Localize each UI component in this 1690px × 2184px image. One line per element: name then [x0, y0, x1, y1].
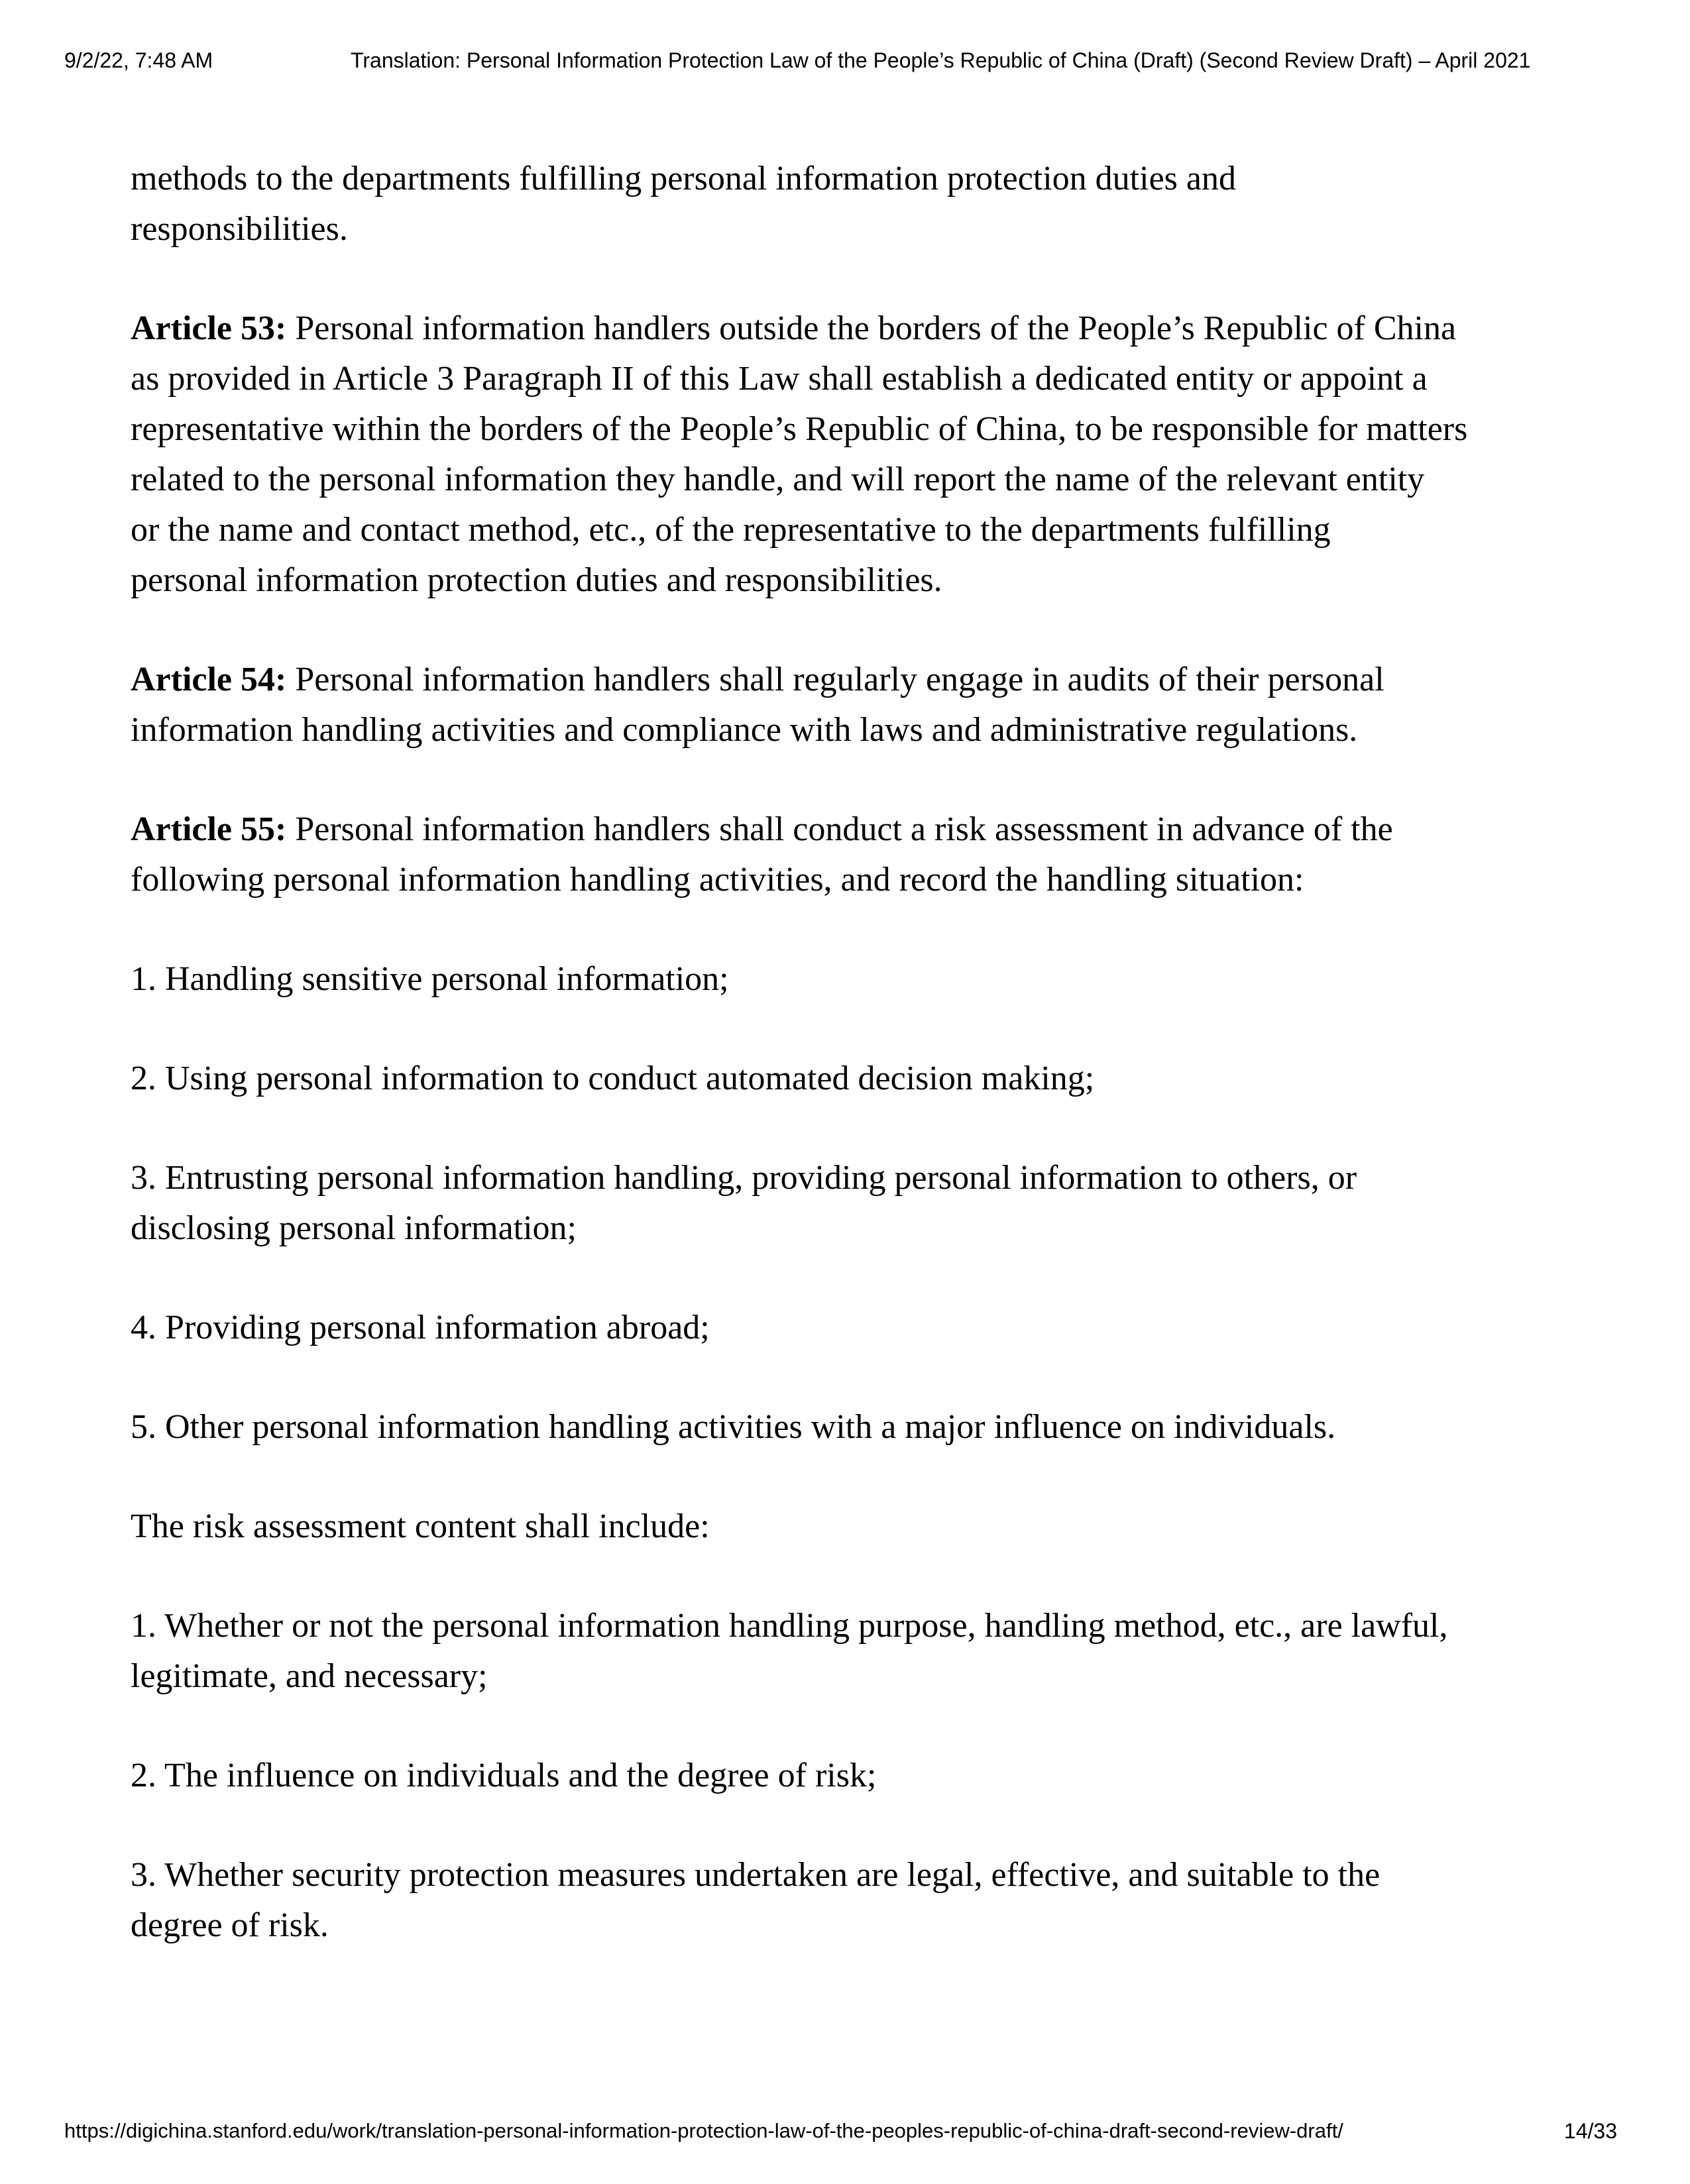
text-line: legitimate, and necessary; [131, 1657, 488, 1695]
article-label: Article 53: [131, 309, 287, 347]
text-line: information handling activities and compliance with laws and administrative regulations. [131, 711, 1358, 749]
text-line: 1. Handling sensitive personal information; [131, 960, 729, 998]
document-title: Translation: Personal Information Protection Law of the People’s Republic of China (Draft) (Second Review Draft) – April 2021 [351, 48, 1531, 72]
text-line: 2. The influence on individuals and the degree of risk; [131, 1757, 877, 1794]
text-line: following personal information handling activities, and record the handling situation: [131, 861, 1304, 899]
document-body [131, 154, 1589, 2000]
article-label: Article 54: [131, 661, 287, 698]
assessment-item-1 [131, 1601, 1589, 1702]
text-line: responsibilities. [131, 210, 348, 248]
text-line: as provided in Article 3 Paragraph II of this Law shall establish a dedicated entity or appoint a [131, 360, 1428, 398]
paragraph-article-55 [131, 804, 1589, 905]
source-url: https://digichina.stanford.edu/work/translation-personal-information-protection-law-of-the-peoples-republic-of-china-draft-second-review-draft/ [64, 2119, 1343, 2142]
paragraph-article-54 [131, 655, 1589, 755]
paragraph-risk-assessment-intro [131, 1502, 1589, 1552]
print-footer [0, 2119, 1690, 2146]
text-line: 1. Whether or not the personal information handling purpose, handling method, etc., are lawful, [131, 1607, 1448, 1645]
paragraph-article-53 [131, 303, 1589, 606]
text-line: or the name and contact method, etc., of the representative to the departments fulfilling [131, 511, 1331, 549]
print-header [0, 48, 1690, 74]
list-item-3 [131, 1153, 1589, 1254]
text-line: personal information protection duties and responsibilities. [131, 561, 942, 599]
text-line: related to the personal information they handle, and will report the name of the relevant entity [131, 461, 1425, 498]
list-item-5 [131, 1402, 1589, 1452]
text-line: methods to the departments fulfilling personal information protection duties and [131, 160, 1236, 197]
assessment-item-3 [131, 1850, 1589, 1951]
text-line: 3. Whether security protection measures undertaken are legal, effective, and suitable to the [131, 1856, 1380, 1894]
text-line: 2. Using personal information to conduct automated decision making; [131, 1060, 1095, 1097]
text-line [131, 303, 1589, 354]
print-timestamp: 9/2/22, 7:48 AM [64, 48, 213, 72]
assessment-item-2 [131, 1751, 1589, 1801]
text-line: 5. Other personal information handling activities with a major influence on individuals. [131, 1408, 1336, 1446]
text-run: Personal information handlers outside the borders of the People’s Republic of China [286, 309, 1457, 347]
text-line: representative within the borders of the People’s Republic of China, to be responsible for matters [131, 410, 1468, 448]
text-line [131, 655, 1589, 705]
list-item-2 [131, 1054, 1589, 1104]
text-run: Personal information handlers shall conduct a risk assessment in advance of the [286, 810, 1393, 848]
list-item-1 [131, 954, 1589, 1005]
list-item-4 [131, 1303, 1589, 1353]
page-number-indicator: 14/33 [1563, 2119, 1617, 2143]
text-line: The risk assessment content shall include: [131, 1507, 710, 1545]
paragraph-continuation [131, 154, 1589, 254]
text-line [131, 804, 1589, 855]
text-line: 3. Entrusting personal information handling, providing personal information to others, or [131, 1159, 1357, 1197]
text-run: Personal information handlers shall regularly engage in audits of their personal [286, 661, 1384, 698]
text-line: 4. Providing personal information abroad; [131, 1309, 710, 1346]
text-line: disclosing personal information; [131, 1209, 577, 1247]
text-line: degree of risk. [131, 1906, 329, 1944]
article-label: Article 55: [131, 810, 287, 848]
